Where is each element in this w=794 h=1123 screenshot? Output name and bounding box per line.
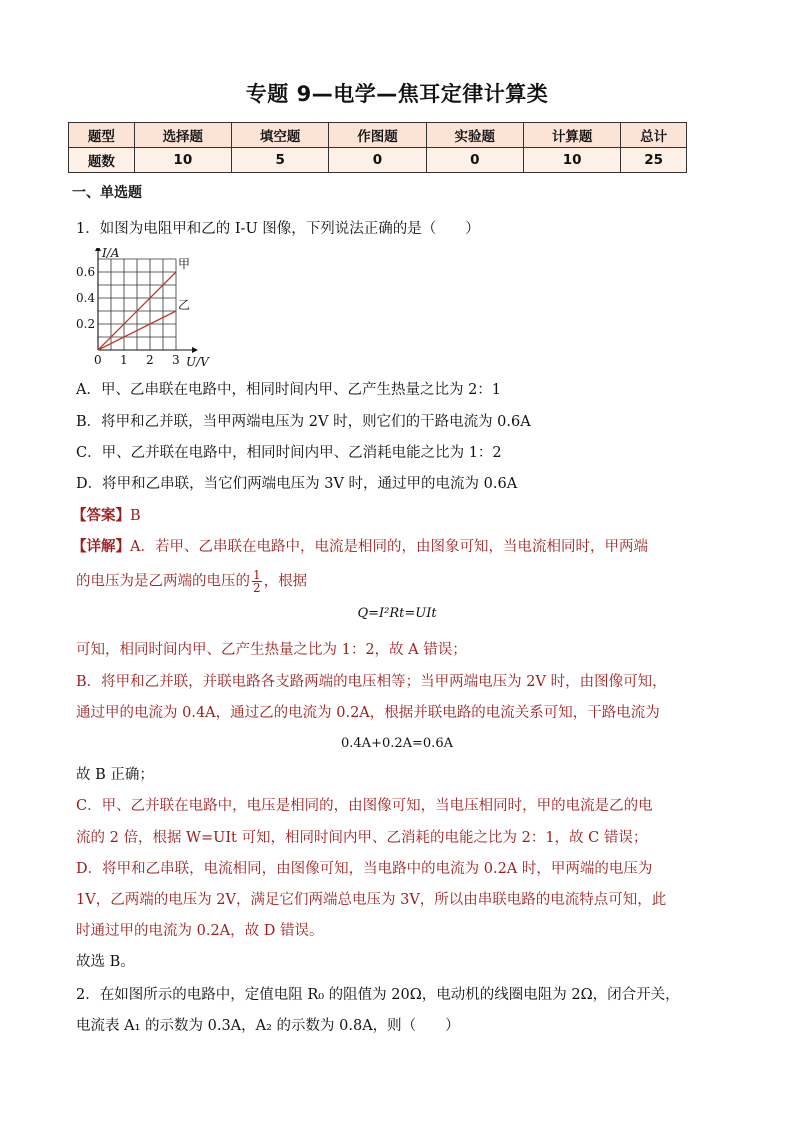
detail-b-line3: 故 B 正确； xyxy=(76,767,154,783)
detail-a-line1 xyxy=(72,537,648,557)
conclusion: 故选 B。 xyxy=(76,954,135,970)
y-axis-arrow xyxy=(95,248,101,251)
fraction-numerator: 1 xyxy=(253,568,261,582)
series-label: 甲 xyxy=(178,257,191,271)
fraction-denominator: 2 xyxy=(253,581,261,595)
option-a: A．甲、乙串联在电路中，相同时间内甲、乙产生热量之比为 2：1 xyxy=(76,382,502,398)
section-heading: 一、单选题 xyxy=(72,185,142,201)
detail-text: ，根据 xyxy=(263,573,308,590)
detail-d-line1: D．将甲和乙串联，电流相同，由图像可知，当电路中的电流为 0.2A 时，甲两端的电压为 xyxy=(76,861,653,877)
table-cell: 填空题 xyxy=(231,123,328,148)
question-2-line2: 电流表 A₁ 的示数为 0.3A，A₂ 的示数为 0.8A，则（ ） xyxy=(76,1018,460,1034)
question-2-line1: 2．在如图所示的电路中，定值电阻 R₀ 的阻值为 20Ω，电动机的线圈电阻为 2Ω，闭合开关， xyxy=(76,987,680,1003)
x-axis-label: U/V xyxy=(186,355,209,369)
formula-current: 0.4A+0.2A=0.6A xyxy=(341,736,453,751)
table-cell: 10 xyxy=(134,148,231,173)
table-cell: 作图题 xyxy=(329,123,426,148)
table-header-row xyxy=(69,123,687,148)
x-tick-label: 0 xyxy=(94,353,102,367)
table-cell: 25 xyxy=(621,148,687,173)
formula-heat: Q=I²Rt=UIt xyxy=(357,606,437,621)
detail-a-line2 xyxy=(76,569,307,594)
question-1-stem: 1．如图为电阻甲和乙的 I-U 图像，下列说法正确的是（ ） xyxy=(76,221,480,237)
y-tick-label: 0.4 xyxy=(76,291,96,305)
detail-c-line2: 流的 2 倍，根据 W=UIt 可知，相同时间内甲、乙消耗的电能之比为 2：1，故 C 错误； xyxy=(76,830,648,846)
table-cell: 总计 xyxy=(621,123,687,148)
detail-text: 的电压为是乙两端的电压的 xyxy=(76,573,250,590)
table-cell: 0 xyxy=(329,148,426,173)
detail-b-line1: B．将甲和乙并联，并联电路各支路两端的电压相等；当甲两端电压为 2V 时，由图像可知， xyxy=(76,674,667,690)
answer-value: B xyxy=(130,508,141,524)
x-tick-label: 3 xyxy=(172,353,180,367)
detail-b-line2: 通过甲的电流为 0.4A，通过乙的电流为 0.2A，根据并联电路的电流关系可知，干路电流为 xyxy=(76,705,660,721)
table-cell: 5 xyxy=(231,148,328,173)
detail-text: A．若甲、乙串联在电路中，电流是相同的，由图象可知，当电流相同时，甲两端 xyxy=(130,539,648,555)
table-cell: 0 xyxy=(426,148,523,173)
detail-c-line1: C．甲、乙并联在电路中，电压是相同的，由图像可知，当电压相同时，甲的电流是乙的电 xyxy=(76,798,653,814)
question-stats-table xyxy=(68,122,687,173)
y-tick-label: 0.2 xyxy=(76,317,96,331)
page-title: 专题 9—电学—焦耳定律计算类 xyxy=(245,82,549,106)
table-cell: 10 xyxy=(523,148,620,173)
series-label: 乙 xyxy=(178,298,191,312)
table-cell: 实验题 xyxy=(426,123,523,148)
answer-label: 【答案】 xyxy=(72,508,130,524)
detail-label: 【详解】 xyxy=(72,539,130,555)
table-cell: 计算题 xyxy=(523,123,620,148)
table-cell: 题数 xyxy=(69,148,135,173)
option-d: D．将甲和乙串联，当它们两端电压为 3V 时，通过甲的电流为 0.6A xyxy=(76,476,518,492)
table-cell: 题型 xyxy=(69,123,135,148)
table-row xyxy=(69,148,687,173)
option-c: C．甲、乙并联在电路中，相同时间内甲、乙消耗电能之比为 1：2 xyxy=(76,445,502,461)
chart-labels xyxy=(76,248,210,369)
table-cell: 选择题 xyxy=(134,123,231,148)
detail-d-line2: 1V，乙两端的电压为 2V，满足它们两端总电压为 3V，所以由串联电路的电流特点可知，此 xyxy=(76,892,667,908)
x-tick-label: 1 xyxy=(120,353,128,367)
option-b: B．将甲和乙并联，当甲两端电压为 2V 时，则它们的干路电流为 0.6A xyxy=(76,414,531,430)
y-axis-label: I/A xyxy=(102,248,120,260)
detail-d-line3: 时通过甲的电流为 0.2A，故 D 错误。 xyxy=(76,923,324,939)
iu-graph xyxy=(72,248,222,373)
y-tick-label: 0.6 xyxy=(76,265,96,279)
chart-grid xyxy=(98,259,176,350)
answer-line xyxy=(72,506,141,526)
detail-a-line3: 可知，相同时间内甲、乙产生热量之比为 1：2，故 A 错误； xyxy=(76,642,467,658)
x-axis-arrow xyxy=(192,347,198,353)
fraction xyxy=(252,569,262,594)
x-tick-label: 2 xyxy=(146,353,154,367)
